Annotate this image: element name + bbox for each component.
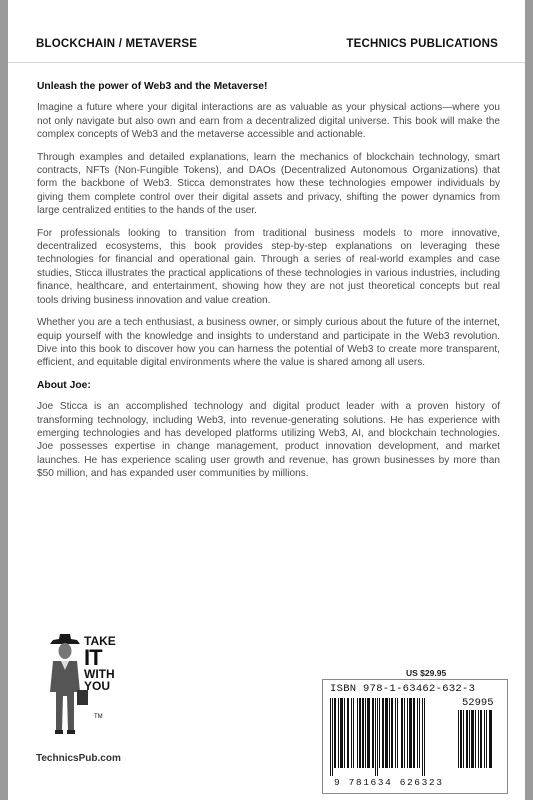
blurb-paragraph-1: Imagine a future where your digital interactions are as valuable as your physical actions—where you not only navigate but also own and earn from a decentralized digital universe. This book will make the complex concepts of Web3 and the metaverse accessible and actionable. [37, 102, 500, 141]
trademark-mark: TM [94, 714, 103, 720]
publisher-label: TECHNICS PUBLICATIONS [346, 38, 498, 50]
blurb-body [37, 80, 500, 490]
blurb-paragraph-3: For professionals looking to transition from traditional business models to more innovative, decentralized ecosystems, this book provides step-by-step explanations on leveraging these technologies for financial and operational gain. Through a series of real-world examples and case studies, Sticca illustrates the practical applications of these technologies in various industries, including finance, healthcare, and entertainment, showing how they are not just theoretical concepts but real tools driving business innovation and value creation. [37, 227, 500, 306]
ean-number: 9 781634 626323 [334, 777, 444, 788]
about-heading: About Joe: [37, 379, 91, 391]
isbn-text: ISBN 978-1-63462-632-3 [330, 683, 476, 695]
blurb-paragraph-4: Whether you are a tech enthusiast, a business owner, or simply curious about the future of the internet, equip yourself with the knowledge and insights to understand and participate in the Web3 revolution. Dive into this book to discover how you can harness the potential of Web3 to create more transparent, efficient, and equitable digital environments where the value is shared among all users. [37, 317, 500, 369]
publisher-website: TechnicsPub.com [36, 753, 121, 764]
price-addon-barcode [456, 710, 500, 778]
book-back-cover [8, 0, 525, 800]
logo-line-3: WITH [84, 666, 115, 681]
ean-barcode [328, 698, 448, 778]
blurb-paragraph-2: Through examples and detailed explanations, learn the mechanics of blockchain technology, smart contracts, NFTs (Non-Fungible Tokens), and DAOs (Decentralized Autonomous Organizations) that form the backbone of Web3. Sticca demonstrates how these technologies empower individuals by giving them complete control over their digital assets and privacy, shifting the power dynamics from large centralized entities to the hands of the user. [37, 151, 500, 217]
publisher-logo-text [84, 635, 116, 693]
man-with-briefcase-icon [40, 630, 90, 738]
header-divider [8, 62, 525, 63]
about-text: Joe Sticca is an accomplished technology and digital product leader with a proven history of transforming technology, including Web3, into revenue-generating solutions. He has experience with emerging technologies and has developed platforms utilizing Web3, AI, and blockchain technologies. Joe possesses expertise in change management, product innovation development, and market launches. He has experience scaling user growth and revenue, has grown businesses by more than $50 million, and has expanded user communities by millions. [37, 401, 500, 480]
logo-line-4: YOU [84, 679, 111, 693]
price-code-text: 52995 [462, 697, 494, 709]
tagline: Unleash the power of Web3 and the Metaverse! [37, 81, 268, 92]
logo-line-2: IT [84, 644, 102, 670]
price-label: US $29.95 [406, 668, 447, 678]
logo-line-1: TAKE [84, 634, 116, 648]
category-label: BLOCKCHAIN / METAVERSE [36, 38, 198, 50]
